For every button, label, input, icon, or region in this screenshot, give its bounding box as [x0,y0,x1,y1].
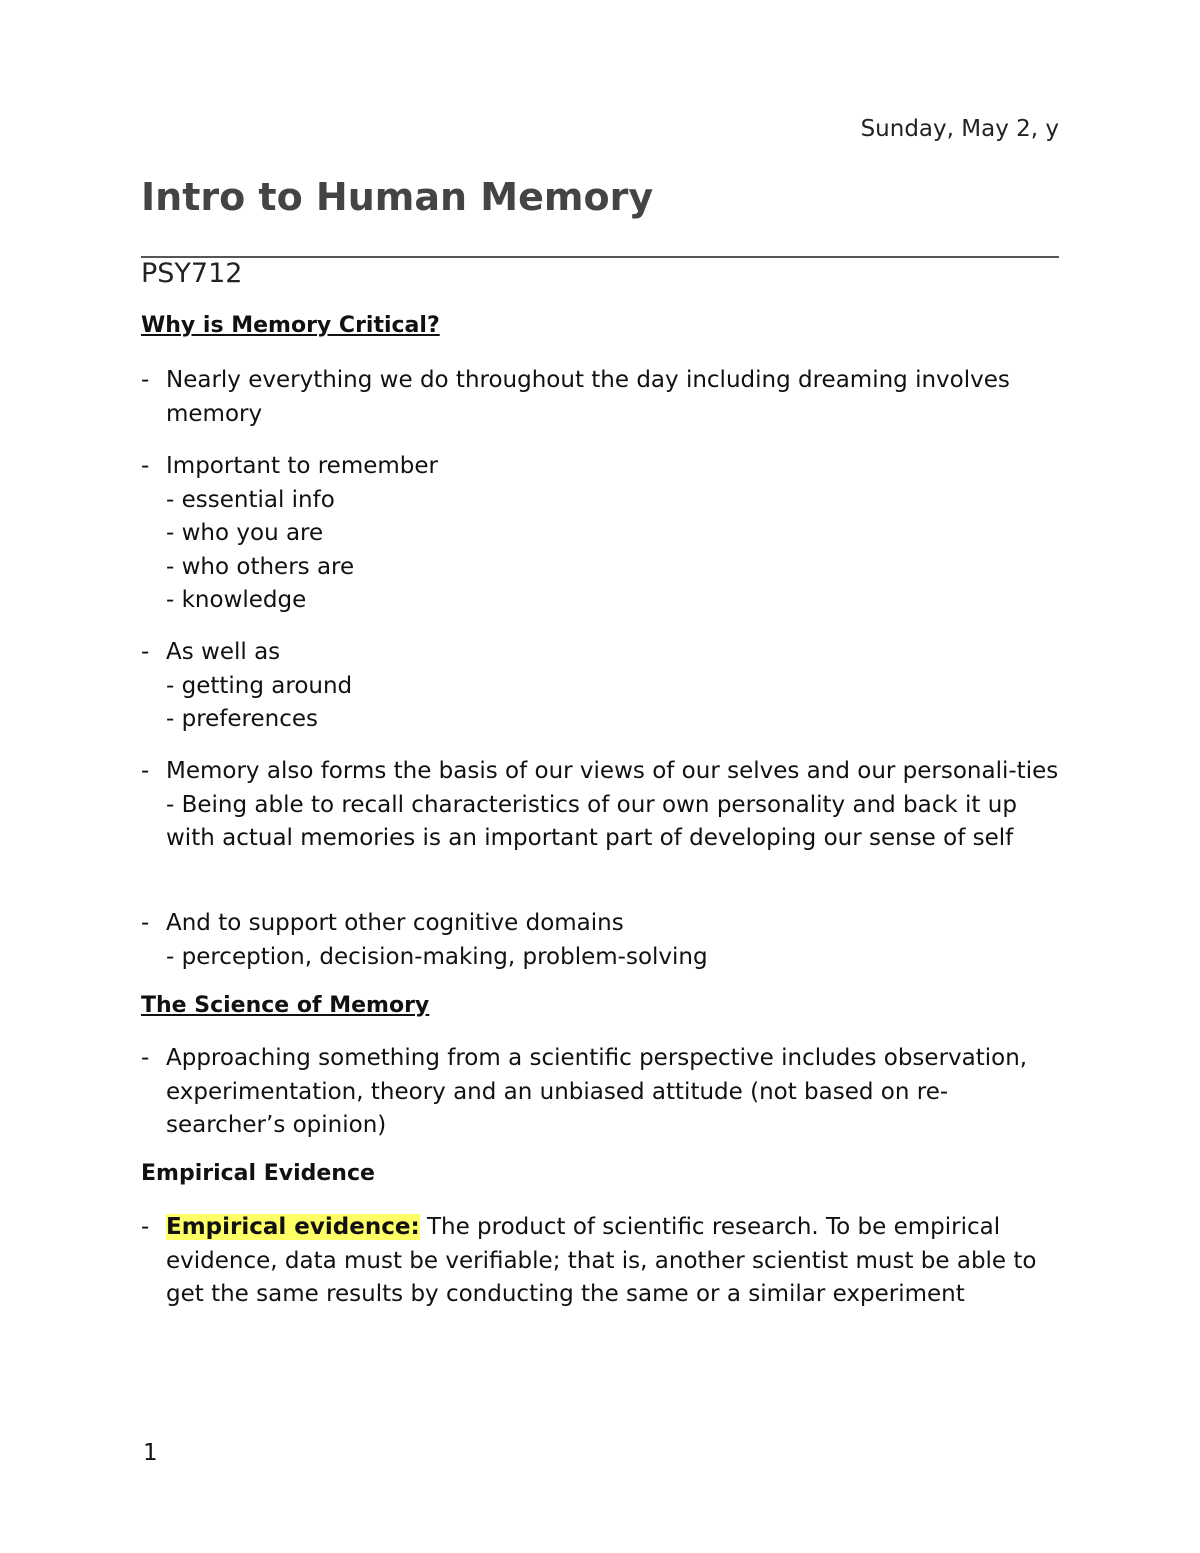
bullet-text: Approaching something from a scientific perspective includes observation, experimentation, theory and an unbiased attitude (not based on re-searcher’s opinion) [166,1045,1028,1138]
course-code: PSY712 [141,258,243,289]
section-heading-why-memory-critical: Why is Memory Critical? [141,313,440,338]
bullet-text: Nearly everything we do throughout the day including dreaming involves memory [166,367,1010,427]
sub-item: - Being able to recall characteristics of our own personality and back it up with actual memories is an important part of developing our sense of self [166,791,1017,851]
bullet-marker: - [141,910,150,936]
bullet-text: The product of scientific research. To be empirical evidence, data must be verifiable; that is, another scientist must be able to get the same results by conducting the same or a similar experiment [166,1214,1037,1307]
page-title: Intro to Human Memory [141,175,654,219]
bullet-text: Important to remember [166,453,439,479]
bullet-text: Memory also forms the basis of our views of our selves and our personali-ties [166,758,1059,784]
highlighted-term: Empirical evidence: [166,1214,420,1240]
bullet-marker: - [141,1214,150,1240]
list-item [141,907,1059,974]
section-heading-empirical-evidence: Empirical Evidence [141,1161,375,1186]
sub-item: - knowledge [166,587,307,613]
list-item [141,450,1059,618]
header-date: Sunday, May 2, y [860,116,1059,142]
sub-item: - who you are [166,520,324,546]
list-item [141,636,1059,737]
sub-item: - who others are [166,553,355,580]
list-item [141,364,1059,431]
sub-item: - preferences [166,706,319,732]
list-item [141,1042,1059,1143]
list-item [141,755,1059,856]
section-heading-science-of-memory: The Science of Memory [141,993,430,1018]
bullet-text: As well as [166,639,281,665]
list-item [141,1211,1059,1312]
bullet-text: And to support other cognitive domains [166,910,624,936]
bullet-marker: - [141,367,150,393]
bullet-marker: - [141,1045,150,1071]
sub-item: - perception, decision-making, problem-solving [166,943,708,970]
bullet-marker: - [141,639,150,665]
bullet-marker: - [141,758,150,784]
bullet-marker: - [141,453,150,479]
sub-item: - essential info [166,486,335,513]
title-divider [141,256,1059,258]
sub-item: - getting around [166,672,353,699]
page-number: 1 [143,1440,158,1466]
